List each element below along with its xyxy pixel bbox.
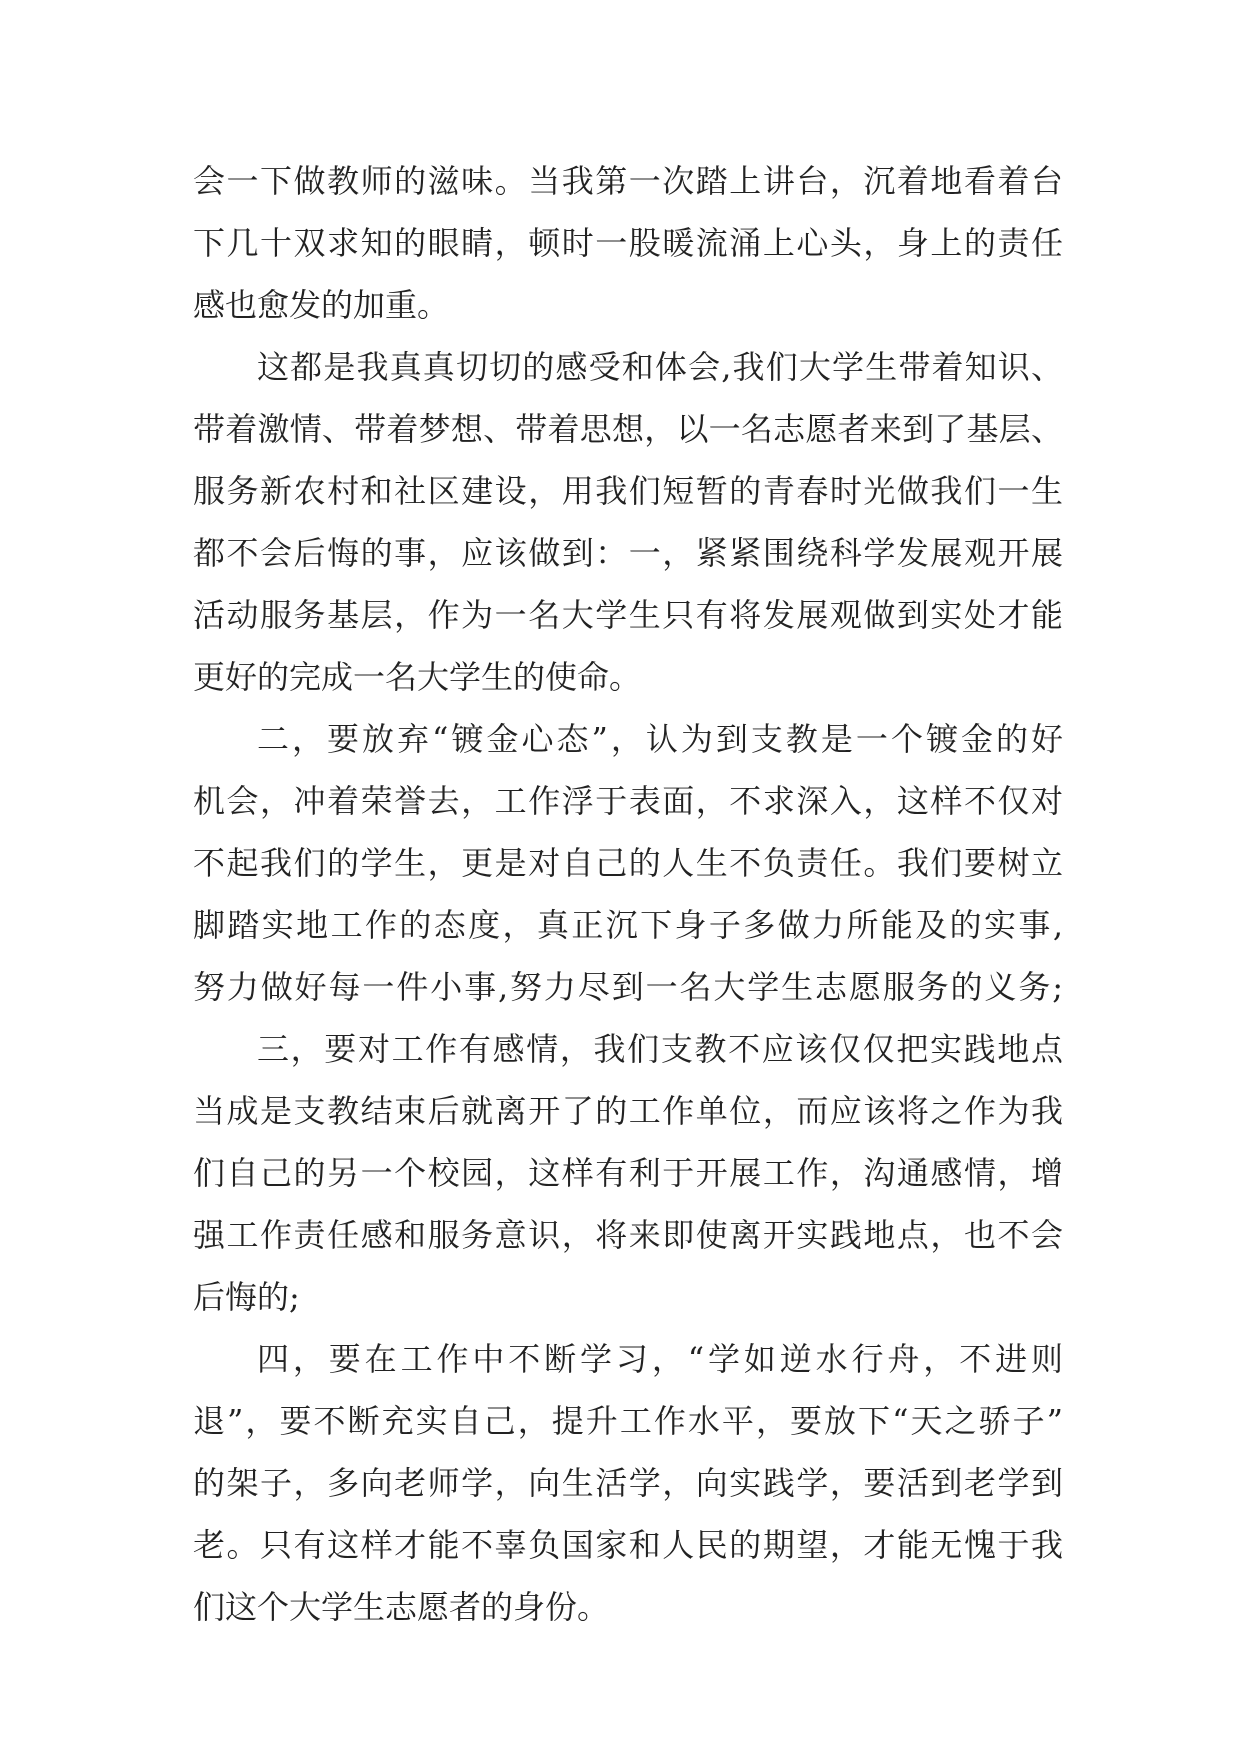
text-line: 这都是我真真切切的感受和体会,我们大学生带着知识、 [257,348,1063,386]
text-line: 老。只有这样才能不辜负国家和人民的期望，才能无愧于我 [193,1526,1063,1564]
text-line: 下几十双求知的眼睛，顿时一股暖流涌上心头，身上的责任 [193,224,1063,262]
text-line: 会一下做教师的滋味。当我第一次踏上讲台，沉着地看着台 [193,162,1063,200]
text-line: 后悔的; [193,1278,300,1316]
text-line: 三，要对工作有感情，我们支教不应该仅仅把实践地点 [257,1030,1063,1068]
text-line: 机会，冲着荣誉去，工作浮于表面，不求深入，这样不仅对 [193,782,1063,820]
text-line: 脚踏实地工作的态度，真正沉下身子多做力所能及的实事, [193,906,1063,944]
text-line: 活动服务基层，作为一名大学生只有将发展观做到实处才能 [193,596,1063,634]
text-line: 带着激情、带着梦想、带着思想，以一名志愿者来到了基层、 [193,410,1063,448]
text-line: 退”，要不断充实自己，提升工作水平，要放下“天之骄子” [193,1402,1063,1440]
text-line: 二，要放弃“镀金心态”，认为到支教是一个镀金的好 [257,720,1063,758]
text-line: 感也愈发的加重。 [193,286,450,324]
text-line: 们这个大学生志愿者的身份。 [193,1588,610,1626]
text-line: 们自己的另一个校园，这样有利于开展工作，沟通感情，增 [193,1154,1063,1192]
text-line: 不起我们的学生，更是对自己的人生不负责任。我们要树立 [193,844,1063,882]
text-line: 努力做好每一件小事,努力尽到一名大学生志愿服务的义务; [193,968,1063,1006]
text-line: 当成是支教结束后就离开了的工作单位，而应该将之作为我 [193,1092,1063,1130]
text-line: 强工作责任感和服务意识，将来即使离开实践地点，也不会 [193,1216,1063,1254]
text-line: 都不会后悔的事，应该做到：一，紧紧围绕科学发展观开展 [193,534,1063,572]
text-line: 服务新农村和社区建设，用我们短暂的青春时光做我们一生 [193,472,1063,510]
text-line: 四，要在工作中不断学习，“学如逆水行舟，不进则 [257,1340,1063,1378]
text-line: 的架子，多向老师学，向生活学，向实践学，要活到老学到 [193,1464,1063,1502]
body-text [193,150,1063,1638]
text-line: 更好的完成一名大学生的使命。 [193,658,642,696]
